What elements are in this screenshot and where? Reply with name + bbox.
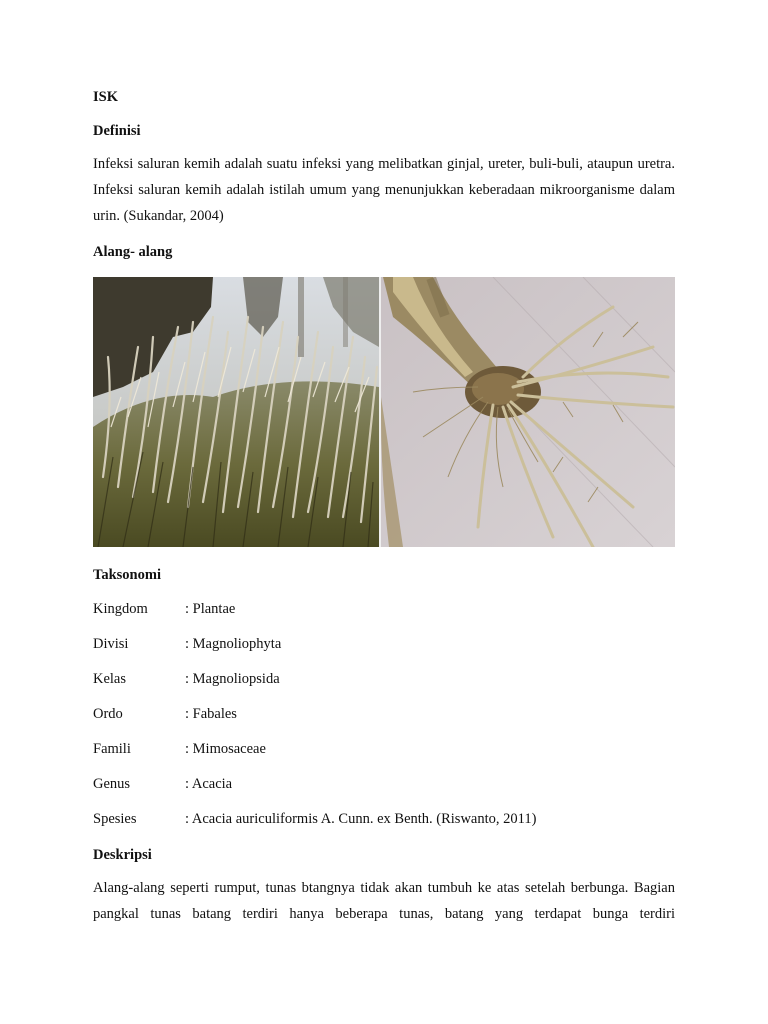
- taxonomy-heading: Taksonomi: [93, 567, 161, 583]
- description-paragraph: Alang-alang seperti rumput, tunas btangnya tidak akan tumbuh ke atas setelah berbunga. Bagian pangkal tunas batang terdiri hanya beberapa tunas, batang yang terdapat bunga terdiri: [93, 880, 675, 922]
- taxonomy-row: [93, 635, 675, 653]
- taxonomy-value: : Mimosaceae: [185, 741, 266, 757]
- taxonomy-label: Famili: [93, 741, 131, 757]
- taxonomy-value: : Acacia: [185, 776, 233, 792]
- taxonomy-row: [93, 775, 675, 793]
- alang-alang-photo-illustration: [93, 277, 675, 547]
- taxonomy-label: Ordo: [93, 706, 123, 722]
- taxonomy-label: Kingdom: [93, 601, 148, 617]
- description-heading: Deskripsi: [93, 847, 152, 863]
- taxonomy-row: [93, 740, 675, 758]
- taxonomy-row: [93, 705, 675, 723]
- taxonomy-value: : Magnoliophyta: [185, 636, 282, 652]
- taxonomy-label: Genus: [93, 776, 131, 792]
- taxonomy-label: Divisi: [93, 636, 129, 652]
- taxonomy-value: : Plantae: [185, 601, 236, 617]
- taxonomy-row: [93, 810, 675, 828]
- definition-paragraph: Infeksi saluran kemih adalah suatu infeksi yang melibatkan ginjal, ureter, buli-buli, ataupun uretra. Infeksi saluran kemih adalah istilah umum yang menunjukkan keberadaan mikroorganisme dalam urin. (Sukandar, 2004): [93, 156, 675, 224]
- taxonomy-label: Spesies: [93, 811, 137, 827]
- document-title: ISK: [93, 89, 118, 105]
- taxonomy-row: [93, 670, 675, 688]
- plant-heading: Alang- alang: [93, 244, 173, 260]
- taxonomy-row: [93, 600, 675, 618]
- taxonomy-value: : Acacia auriculiformis A. Cunn. ex Benth. (Riswanto, 2011): [185, 811, 537, 827]
- taxonomy-value: : Magnoliopsida: [185, 671, 280, 687]
- taxonomy-label: Kelas: [93, 671, 127, 687]
- taxonomy-value: : Fabales: [185, 706, 237, 722]
- definition-heading: Definisi: [93, 123, 141, 139]
- alang-alang-photo: [93, 277, 675, 547]
